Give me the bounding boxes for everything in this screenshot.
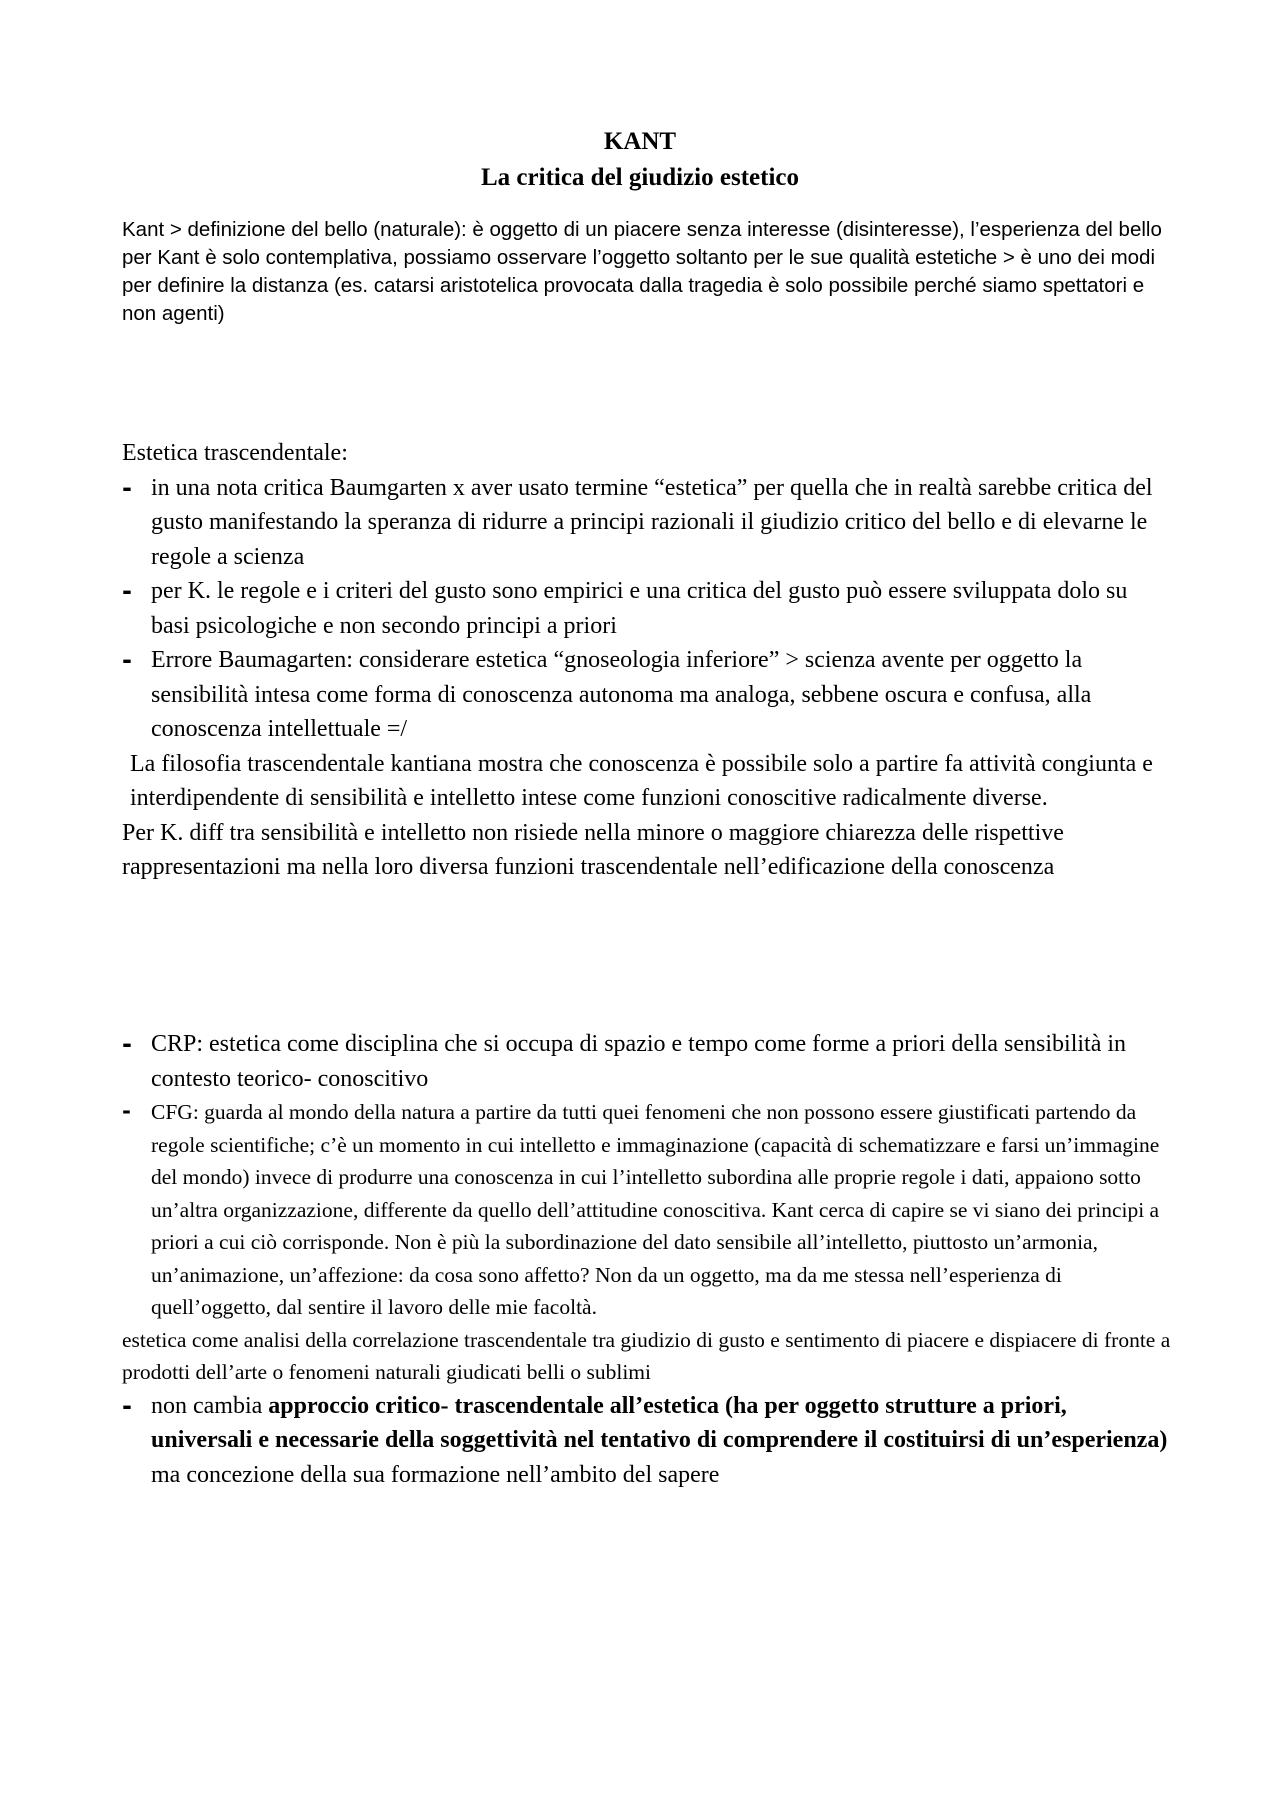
section-crp-cfg: [122, 1027, 1172, 1492]
bullet-list: [122, 1027, 1172, 1324]
list-item: [122, 1096, 1172, 1324]
paragraph-estetica: estetica come analisi della correlazione trascendentale tra giudizio di gusto e sentimento di piacere e dispiacere di fronte a prodotti dell’arte o fenomeni naturali giudicati belli o sublimi: [122, 1327, 1171, 1384]
bullet-dash: -: [122, 1030, 132, 1058]
bullet-dash: -: [122, 473, 132, 502]
page-title: KANT: [603, 128, 677, 155]
paragraph-filosofia: La filosofia trascendentale kantiana mostra che conoscenza è possibile solo a partire fa attività congiunta e interdipendente di sensibilità e intelletto intese come funzioni conoscitive radicalmente diverse.: [130, 750, 1153, 811]
list-item-text: Errore Baumagarten: considerare estetica “gnoseologia inferiore” > scienza avente per oggetto la sensibilità intesa come forma di conoscenza autonoma ma analoga, sebbene oscura e confusa, alla conoscenza intellettuale =/: [151, 647, 1092, 742]
bullet-dash: -: [122, 1099, 131, 1124]
bullet-list: [122, 1389, 1172, 1493]
list-item: [122, 1389, 1172, 1493]
bullet-dash: -: [122, 577, 132, 605]
list-item: [122, 574, 1172, 643]
list-item-text: in una nota critica Baumgarten x aver usato termine “estetica” per quella che in realtà sarebbe critica del gusto manifestando la speranza di ridurre a principi razionali il giudizio critico del bello e di elevarne le regole a scienza: [151, 474, 1153, 570]
intro-paragraph: Kant > definizione del bello (naturale): è oggetto di un piacere senza interesse (disinteresse), l’esperienza del bello per Kant è solo contemplativa, possiamo osservare l’oggetto soltanto per le sue qualità estetiche > è uno dei modi per definire la distanza (es. catarsi aristotelica provocata dalla tragedia è solo possibile perché siamo spettatori e non agenti): [122, 218, 1162, 325]
list-item: [122, 471, 1172, 575]
list-item-text: CFG: guarda al mondo della natura a partire da tutti quei fenomeni che non possono essere giustificati partendo da regole scientifiche; c’è un momento in cui intelletto e immaginazione (capacità di schematizzare e farsi un’immagine del mondo) invece di produrre una conoscenza in cui l’intelletto subordina alle proprie regole i dati, appaiono sotto un’altra organizzazione, differente da quello dell’attitudine conoscitiva. Kant cerca di capire se vi siano dei principi a priori a cui ciò corrisponde. Non è più la subordinazione del dato sensibile all’intelletto, piuttosto un’armonia, un’animazione, un’affezione: da cosa sono affetto? Non da un oggetto, ma da me stessa nell’esperienza di quell’oggetto, dal sentire il lavoro delle mie facoltà.: [151, 1100, 1160, 1319]
list-item-text: CRP: estetica come disciplina che si occupa di spazio e tempo come forme a priori della sensibilità in contesto teorico- conoscitivo: [151, 1031, 1127, 1092]
list-item-bold-text: approccio critico- trascendentale all’estetica (ha per oggetto strutture a priori, universali e necessarie della soggettività nel tentativo di comprendere il costituirsi di un’esperienza): [151, 1392, 1168, 1453]
paragraph-differenza: Per K. diff tra sensibilità e intelletto non risiede nella minore o maggiore chiarezza delle rispettive rappresentazioni ma nella loro diversa funzioni trascendentale nell’edificazione della conoscenza: [122, 819, 1064, 880]
bullet-dash: -: [122, 1391, 132, 1420]
list-item: [122, 1027, 1172, 1096]
list-item: [122, 643, 1172, 747]
section-estetica-trascendentale: [122, 436, 1172, 885]
list-item-text: per K. le regole e i criteri del gusto sono empirici e una critica del gusto può essere sviluppata dolo su basi psicologiche e non secondo principi a priori: [151, 578, 1128, 639]
bullet-dash: -: [122, 646, 132, 674]
section-heading: Estetica trascendentale:: [122, 440, 348, 466]
title-block: [0, 124, 1280, 196]
page-subtitle: La critica del giudizio estetico: [481, 164, 799, 191]
bullet-list: [122, 471, 1172, 747]
list-item-lead: non cambia: [151, 1392, 263, 1419]
list-item-tail: ma concezione della sua formazione nell’ambito del sapere: [151, 1461, 720, 1488]
